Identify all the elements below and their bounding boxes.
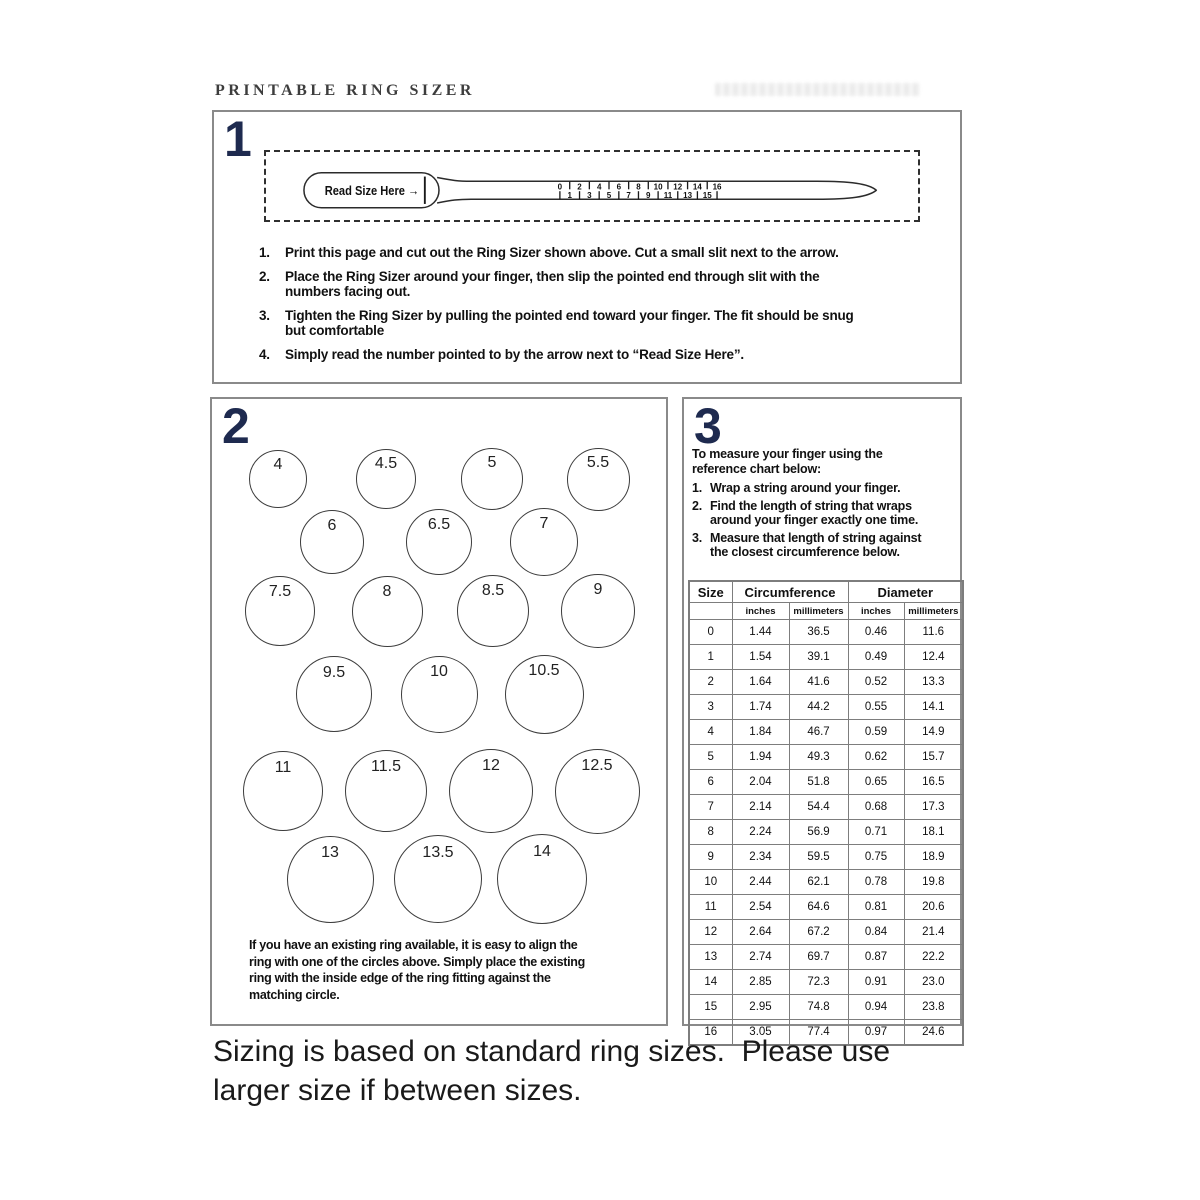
size-table-cell: 22.2 (904, 945, 963, 970)
size-table-cell: 1.64 (732, 670, 789, 695)
size-table-cell: 0.75 (848, 845, 904, 870)
table-sub-header: millimeters (904, 603, 963, 620)
ring-size-circle (401, 656, 478, 733)
size-table-cell: 23.0 (904, 970, 963, 995)
ring-size-label: 7.5 (268, 583, 292, 601)
ring-size-circle (249, 450, 307, 508)
ring-size-label: 10 (430, 663, 448, 681)
size-table-cell: 11.6 (904, 620, 963, 645)
ring-sizer-svg (266, 152, 918, 220)
ring-size-circle (296, 656, 372, 732)
read-size-here-label: Read Size Here → (324, 182, 420, 198)
instructions-list (259, 245, 924, 371)
note-line: If you have an existing ring available, it is easy to align the (249, 938, 578, 952)
size-table-cell: 19.8 (904, 870, 963, 895)
instruction-item-text: Tighten the Ring Sizer by pulling the pointed end toward your finger. The fit should be snug but comfortable (285, 308, 854, 338)
size-table-cell: 1.94 (732, 745, 789, 770)
size-table-cell: 0.81 (848, 895, 904, 920)
size-table-row (689, 970, 963, 995)
size-table-cell: 3.05 (732, 1020, 789, 1046)
watermark (715, 83, 920, 96)
size-table-cell: 77.4 (789, 1020, 848, 1046)
size-table-cell: 16 (689, 1020, 732, 1046)
size-table-cell: 74.8 (789, 995, 848, 1020)
size-table-row (689, 895, 963, 920)
size-table-cell: 24.6 (904, 1020, 963, 1046)
table-group-header: Size (689, 581, 732, 603)
size-table-cell: 36.5 (789, 620, 848, 645)
ruler-number: 12 (673, 182, 683, 192)
ruler-number: 9 (646, 190, 651, 200)
ruler-number: 3 (587, 190, 592, 200)
ring-size-label: 4.5 (374, 455, 398, 473)
size-table-cell: 2.04 (732, 770, 789, 795)
ring-size-label: 14 (533, 842, 551, 860)
table-body (689, 620, 963, 1046)
size-table-cell: 0.62 (848, 745, 904, 770)
instruction-item-text: Place the Ring Sizer around your finger, then slip the pointed end through slit with the numbers facing out. (285, 269, 820, 299)
instruction-item-text: Print this page and cut out the Ring Sizer shown above. Cut a small slit next to the arrow. (285, 245, 839, 260)
ring-size-circle (555, 749, 640, 834)
ring-size-circle (461, 448, 523, 510)
intro-line: reference chart below: (692, 461, 821, 476)
ring-size-circle (345, 750, 427, 832)
size-table-cell: 0.68 (848, 795, 904, 820)
size-table-cell: 8 (689, 820, 732, 845)
size-table-cell: 0.52 (848, 670, 904, 695)
instruction-item-number: 1. (259, 245, 270, 260)
size-table-cell: 2.24 (732, 820, 789, 845)
size-table-cell: 69.7 (789, 945, 848, 970)
size-table-cell: 11 (689, 895, 732, 920)
size-table-row (689, 920, 963, 945)
size-table-cell: 10 (689, 870, 732, 895)
size-table-cell: 0.94 (848, 995, 904, 1020)
ring-size-label: 11.5 (371, 758, 401, 776)
size-table-row (689, 870, 963, 895)
size-table-cell: 0.91 (848, 970, 904, 995)
size-table-row (689, 845, 963, 870)
size-table-row (689, 720, 963, 745)
size-table-cell: 59.5 (789, 845, 848, 870)
table-sub-header (689, 603, 732, 620)
size-table-cell: 2 (689, 670, 732, 695)
ring-size-label: 6.5 (427, 515, 451, 533)
table-sub-header: inches (848, 603, 904, 620)
size-table-row (689, 795, 963, 820)
note-line: matching circle. (249, 987, 340, 1002)
ring-size-label: 9.5 (322, 663, 346, 681)
size-table-cell: 9 (689, 845, 732, 870)
size-table-cell: 0.59 (848, 720, 904, 745)
instruction-item (259, 245, 924, 260)
size-table-row (689, 645, 963, 670)
section-1-number: 1 (224, 111, 252, 167)
size-table-cell: 51.8 (789, 770, 848, 795)
size-table-cell: 20.6 (904, 895, 963, 920)
size-table-cell: 1.54 (732, 645, 789, 670)
size-table-row (689, 945, 963, 970)
size-table-cell: 72.3 (789, 970, 848, 995)
ring-size-circle (245, 576, 315, 646)
size-table-row (689, 620, 963, 645)
ring-size-label: 5 (487, 454, 497, 472)
section-1-ring-sizer (212, 110, 962, 384)
size-table-cell: 2.34 (732, 845, 789, 870)
measure-step-number: 1. (692, 481, 703, 495)
ruler-number: 16 (712, 182, 722, 192)
size-table-cell: 18.9 (904, 845, 963, 870)
instruction-item (259, 347, 924, 362)
size-table-cell: 0.78 (848, 870, 904, 895)
ring-size-circle (567, 448, 630, 511)
size-table-cell: 21.4 (904, 920, 963, 945)
size-table-row (689, 695, 963, 720)
ruler-number: 10 (653, 182, 663, 192)
size-table-cell: 0.49 (848, 645, 904, 670)
measure-step-number: 2. (692, 498, 703, 513)
instruction-item-number: 2. (259, 269, 270, 284)
size-table-cell: 14.1 (904, 695, 963, 720)
size-table-cell: 2.95 (732, 995, 789, 1020)
ruler-number: 15 (702, 190, 712, 200)
instruction-item-number: 4. (259, 347, 270, 362)
section-3-reference-chart (682, 397, 962, 1038)
size-table-cell: 23.8 (904, 995, 963, 1020)
ring-size-label: 6 (327, 516, 337, 534)
ring-size-label: 12.5 (581, 756, 613, 774)
size-table-cell: 13 (689, 945, 732, 970)
size-table-row (689, 820, 963, 845)
instruction-item (259, 308, 924, 338)
instruction-item-number: 3. (259, 308, 270, 323)
size-table-cell: 0.97 (848, 1020, 904, 1046)
ring-size-label: 7 (539, 514, 549, 532)
ruler-number: 14 (692, 182, 702, 192)
measure-steps (692, 481, 960, 563)
ring-size-circle (561, 574, 635, 648)
ruler-number: 6 (616, 182, 622, 192)
size-table-cell: 0.71 (848, 820, 904, 845)
table-head (689, 581, 963, 620)
size-table-cell: 18.1 (904, 820, 963, 845)
ruler-number: 0 (557, 182, 563, 192)
size-table-cell: 0.87 (848, 945, 904, 970)
caption-line: larger size if between sizes. (213, 1074, 582, 1107)
size-table-cell: 41.6 (789, 670, 848, 695)
size-table-cell: 0.46 (848, 620, 904, 645)
size-table-cell: 44.2 (789, 695, 848, 720)
measure-step (692, 481, 960, 496)
table-sub-header: inches (732, 603, 789, 620)
size-table-cell: 13.3 (904, 670, 963, 695)
table-group-header: Diameter (848, 581, 963, 603)
size-table-row (689, 995, 963, 1020)
note-line: ring with the inside edge of the ring fitting against the (249, 971, 551, 985)
ring-size-label: 13.5 (422, 843, 454, 861)
ruler-number: 5 (606, 190, 612, 200)
size-table-cell: 46.7 (789, 720, 848, 745)
size-table-cell: 67.2 (789, 920, 848, 945)
size-table-row (689, 770, 963, 795)
bottom-caption (213, 1032, 890, 1110)
ring-size-label: 4 (273, 456, 283, 474)
ruler-number: 7 (626, 190, 631, 200)
measure-step-text: Measure that length of string against the closest circumference below. (710, 530, 922, 559)
measure-intro (692, 447, 958, 476)
table-group-header: Circumference (732, 581, 848, 603)
size-table-cell: 16.5 (904, 770, 963, 795)
size-table-cell: 7 (689, 795, 732, 820)
instruction-item (259, 269, 924, 299)
size-table-cell: 1.44 (732, 620, 789, 645)
size-table-cell: 0.84 (848, 920, 904, 945)
size-table-cell: 49.3 (789, 745, 848, 770)
size-table-cell: 0.55 (848, 695, 904, 720)
size-reference-table (688, 580, 964, 1046)
ruler-number: 4 (596, 182, 602, 192)
ring-size-label: 10.5 (528, 662, 560, 680)
ruler-number: 8 (636, 182, 641, 192)
size-table-cell: 54.4 (789, 795, 848, 820)
size-table-cell: 2.44 (732, 870, 789, 895)
size-table-cell: 5 (689, 745, 732, 770)
ring-size-label: 13 (321, 844, 339, 862)
ring-size-circle (449, 749, 533, 833)
caption-line: Sizing is based on standard ring sizes. Please use (213, 1035, 891, 1068)
size-table-cell: 2.64 (732, 920, 789, 945)
ring-size-label: 8.5 (481, 582, 505, 600)
size-table-cell: 1.74 (732, 695, 789, 720)
ring-size-circle (356, 449, 416, 509)
table-sub-header: millimeters (789, 603, 848, 620)
ring-size-circle (287, 836, 374, 923)
size-table-cell: 15.7 (904, 745, 963, 770)
measure-step-text: Wrap a string around your finger. (710, 481, 901, 495)
size-table-cell: 6 (689, 770, 732, 795)
size-table-cell: 12 (689, 920, 732, 945)
size-table-cell: 2.14 (732, 795, 789, 820)
note-line: ring with one of the circles above. Simply place the existing (249, 954, 585, 969)
size-table-cell: 39.1 (789, 645, 848, 670)
size-table-row (689, 745, 963, 770)
ring-size-circle (510, 508, 578, 576)
size-table-cell: 0 (689, 620, 732, 645)
ring-size-circle (497, 834, 587, 924)
size-table-cell: 1 (689, 645, 732, 670)
ring-size-circle (352, 576, 423, 647)
size-table-cell: 15 (689, 995, 732, 1020)
ruler-number: 11 (663, 190, 673, 200)
instruction-item-text: Simply read the number pointed to by the arrow next to “Read Size Here”. (285, 347, 744, 362)
ring-size-circle (505, 655, 584, 734)
size-table-cell: 64.6 (789, 895, 848, 920)
ring-size-circle (457, 575, 529, 647)
measure-step-number: 3. (692, 530, 703, 545)
intro-line: To measure your finger using the (692, 447, 883, 461)
measure-step (692, 531, 960, 560)
measure-step (692, 499, 960, 528)
ruler-number: 13 (683, 190, 693, 200)
cutout-outline (264, 150, 920, 222)
size-table-cell: 56.9 (789, 820, 848, 845)
measure-step-text: Find the length of string that wraps around your finger exactly one time. (710, 498, 919, 527)
ring-size-circle (243, 751, 323, 831)
ruler-number: 1 (567, 190, 572, 200)
ring-size-label: 5.5 (586, 453, 610, 471)
existing-ring-note (249, 937, 657, 1003)
ring-size-label: 8 (382, 582, 392, 600)
size-table-cell: 1.84 (732, 720, 789, 745)
size-table-row (689, 670, 963, 695)
size-table-cell: 62.1 (789, 870, 848, 895)
page-title: PRINTABLE RING SIZER (215, 82, 475, 99)
size-table-cell: 17.3 (904, 795, 963, 820)
size-table-cell: 2.74 (732, 945, 789, 970)
ruler-number: 2 (577, 182, 582, 192)
size-table-cell: 2.54 (732, 895, 789, 920)
section-3-number: 3 (694, 398, 722, 454)
section-2-number: 2 (222, 398, 250, 454)
size-table-cell: 3 (689, 695, 732, 720)
ring-size-label: 12 (482, 757, 500, 775)
size-table-cell: 12.4 (904, 645, 963, 670)
size-table-cell: 14 (689, 970, 732, 995)
size-table-cell: 2.85 (732, 970, 789, 995)
section-2-circle-chart (210, 397, 668, 1026)
ring-size-label: 11 (274, 759, 292, 777)
size-table-cell: 4 (689, 720, 732, 745)
ring-size-label: 9 (593, 581, 603, 599)
ring-size-circle (300, 510, 364, 574)
ring-size-circle (406, 509, 472, 575)
size-table-cell: 0.65 (848, 770, 904, 795)
ring-size-circle (394, 835, 482, 923)
size-table-cell: 14.9 (904, 720, 963, 745)
